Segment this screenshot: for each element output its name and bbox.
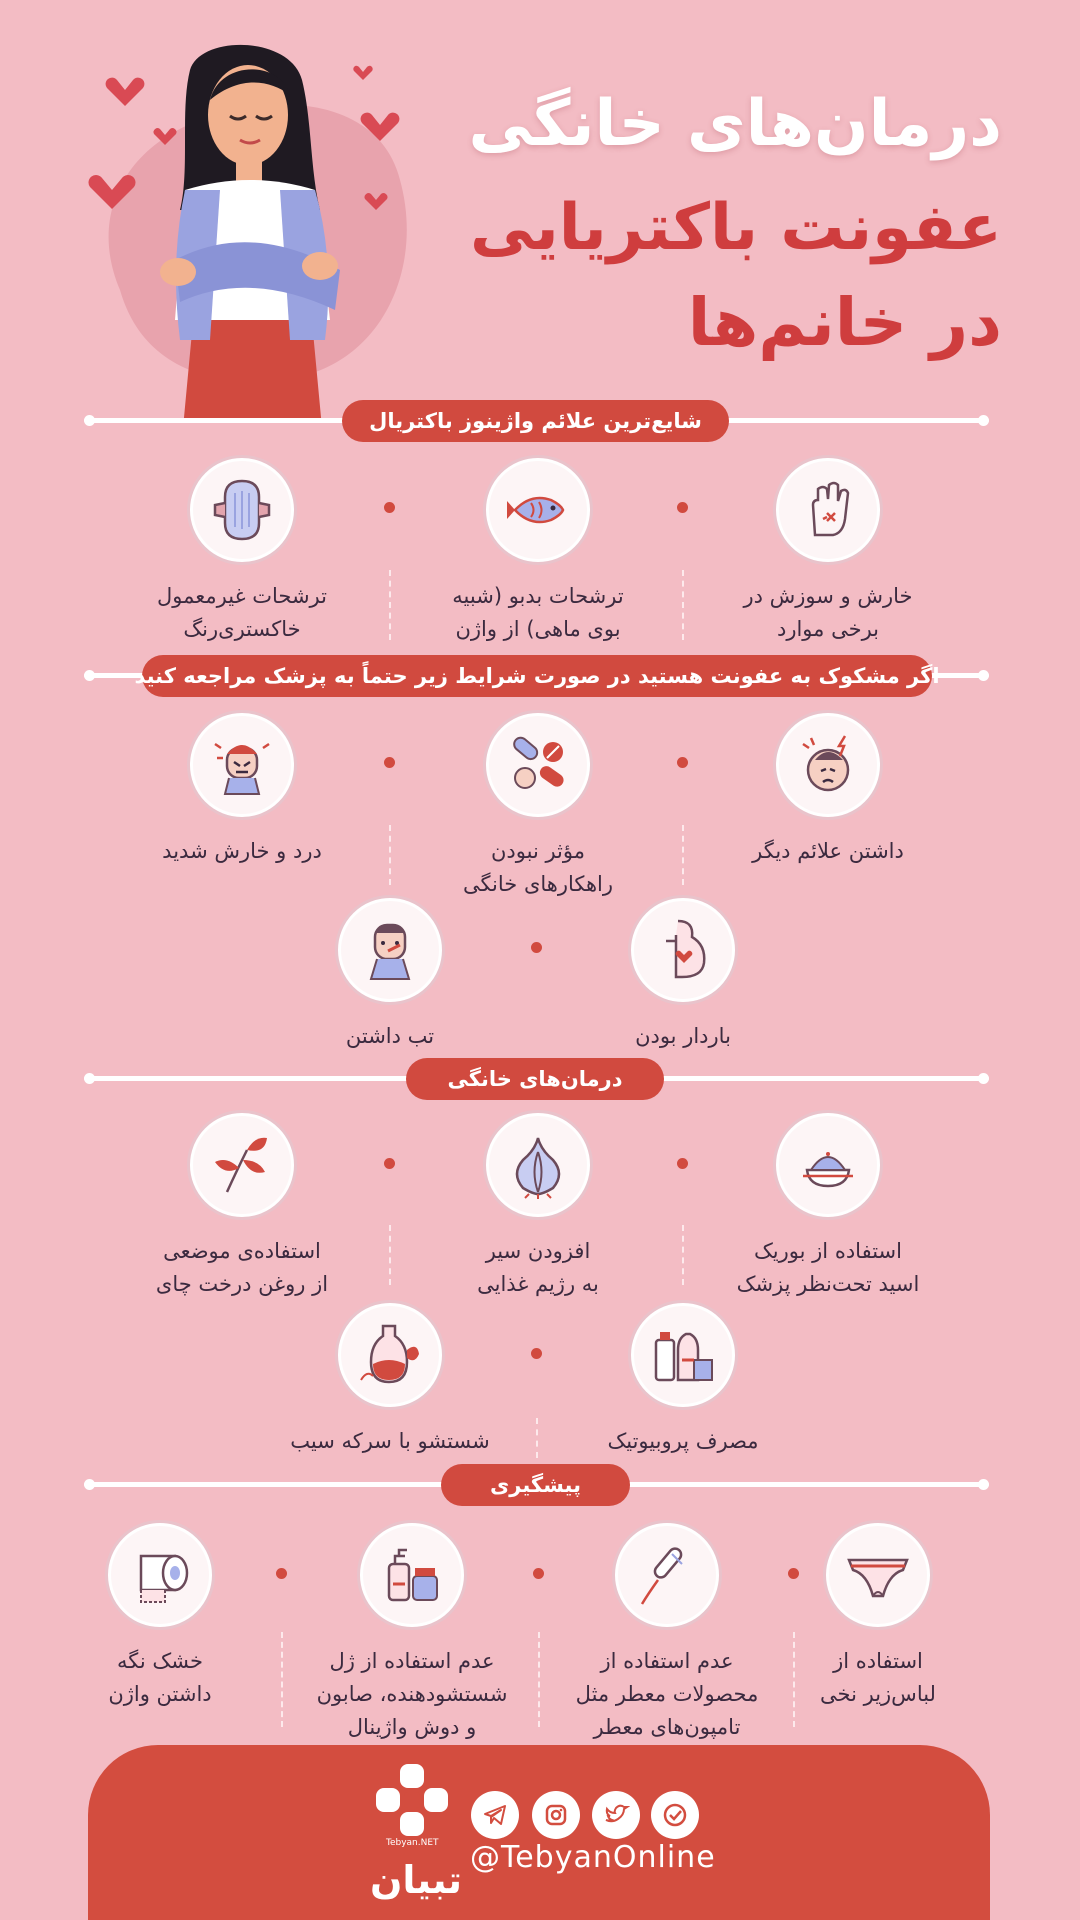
prevention-item	[552, 1523, 782, 1744]
doctor-label: مؤثر نبودن راهکارهای خانگی	[462, 839, 614, 896]
doctor-item	[713, 713, 943, 868]
powder-icon	[793, 1130, 863, 1200]
prevention-label: استفاده از لباس‌زیر نخی	[820, 1649, 936, 1706]
doctor-item	[423, 713, 653, 901]
remedy-label: استفاده‌ی موضعی از روغن درخت چای	[155, 1239, 329, 1296]
brand-name: تبیان	[370, 1858, 462, 1902]
underwear-icon	[843, 1540, 913, 1610]
separator-dot	[531, 1348, 542, 1359]
doctor-label: درد و خارش شدید	[162, 839, 322, 863]
symptom-label: خارش و سوزش در برخی موارد	[743, 584, 913, 641]
separator-line	[389, 1225, 391, 1285]
pain-icon	[207, 730, 277, 800]
section-header-doctor: اگر مشکوک به عفونت هستید در صورت شرایط زیر حتماً به پزشک مراجعه کنید	[142, 655, 932, 697]
hand-itch-icon	[793, 475, 863, 545]
remedy-item	[713, 1113, 943, 1301]
separator-line	[793, 1632, 795, 1727]
prevention-item	[297, 1523, 527, 1744]
doctor-item	[568, 898, 798, 1053]
pad-icon	[207, 475, 277, 545]
symptom-item	[127, 458, 357, 646]
woman-illustration	[80, 40, 450, 420]
symptom-item	[713, 458, 943, 646]
pregnant-icon	[648, 915, 718, 985]
remedy-label: شستشو با سرکه سیب	[290, 1429, 490, 1453]
separator-dot	[677, 1158, 688, 1169]
separator-line	[389, 570, 391, 640]
instagram-icon[interactable]	[532, 1791, 580, 1839]
remedy-label: مصرف پروبیوتیک	[607, 1429, 759, 1453]
remedy-label: استفاده از بوریک اسید تحت‌نظر پزشک	[736, 1239, 920, 1296]
section-header-prevention: پیشگیری	[441, 1464, 630, 1506]
tea-leaf-icon	[207, 1130, 277, 1200]
title-line-3: در خانم‌ها	[687, 284, 1002, 361]
brand-english: Tebyan.NET	[386, 1838, 439, 1848]
tissue-icon	[125, 1540, 195, 1610]
separator-dot	[531, 942, 542, 953]
garlic-icon	[503, 1130, 573, 1200]
section-header-remedies: درمان‌های خانگی	[406, 1058, 664, 1100]
pills-icon	[503, 730, 573, 800]
symptom-label: ترشحات غیرمعمول خاکستری‌رنگ	[157, 584, 327, 641]
title-line-2: عفونت باکتریایی	[469, 191, 1002, 265]
remedy-item	[127, 1113, 357, 1301]
separator-line	[538, 1632, 540, 1727]
separator-dot	[677, 757, 688, 768]
prevention-label: عدم استفاده از محصولات معطر مثل تامپون‌های معطر	[575, 1649, 759, 1739]
remedy-item	[423, 1113, 653, 1301]
separator-dot	[276, 1568, 287, 1579]
separator-dot	[533, 1568, 544, 1579]
separator-line	[682, 570, 684, 640]
twitter-icon[interactable]	[592, 1791, 640, 1839]
symptom-item	[423, 458, 653, 646]
separator-line	[389, 825, 391, 885]
social-handle[interactable]: @TebyanOnline	[470, 1840, 716, 1875]
tampon-icon	[632, 1540, 702, 1610]
prevention-label: خشک نگه داشتن واژن	[108, 1649, 212, 1706]
fever-icon	[355, 915, 425, 985]
doctor-label: داشتن علائم دیگر	[752, 839, 904, 863]
section-header-symptoms: شایع‌ترین علائم واژینوز باکتریال	[342, 400, 729, 442]
prevention-label: عدم استفاده از ژل شستشودهنده، صابون و دوش واژینال	[316, 1649, 508, 1739]
separator-dot	[677, 502, 688, 513]
symptom-label: ترشحات بدبو (شبیه بوی ماهی) از واژن	[452, 584, 624, 641]
remedy-item	[275, 1303, 505, 1458]
separator-line	[281, 1632, 283, 1727]
separator-line	[682, 825, 684, 885]
separator-dot	[384, 1158, 395, 1169]
separator-dot	[384, 502, 395, 513]
doctor-label: باردار بودن	[635, 1024, 731, 1048]
doctor-item	[275, 898, 505, 1053]
separator-dot	[788, 1568, 799, 1579]
separator-dot	[384, 757, 395, 768]
headache-icon	[793, 730, 863, 800]
separator-line	[682, 1225, 684, 1285]
tebyan-logo-icon	[372, 1764, 452, 1836]
fish-icon	[503, 475, 573, 545]
prevention-item	[763, 1523, 993, 1711]
doctor-item	[127, 713, 357, 868]
check-icon[interactable]	[651, 1791, 699, 1839]
prevention-item	[45, 1523, 275, 1711]
remedy-item	[568, 1303, 798, 1458]
doctor-label: تب داشتن	[345, 1024, 435, 1048]
separator-line	[536, 1418, 538, 1458]
probiotic-icon	[648, 1320, 718, 1390]
vinegar-icon	[355, 1320, 425, 1390]
title-line-1: درمان‌های خانگی	[468, 87, 1002, 161]
remedy-label: افزودن سیر به رژیم غذایی	[477, 1239, 599, 1296]
telegram-icon[interactable]	[471, 1791, 519, 1839]
soap-icon	[377, 1540, 447, 1610]
